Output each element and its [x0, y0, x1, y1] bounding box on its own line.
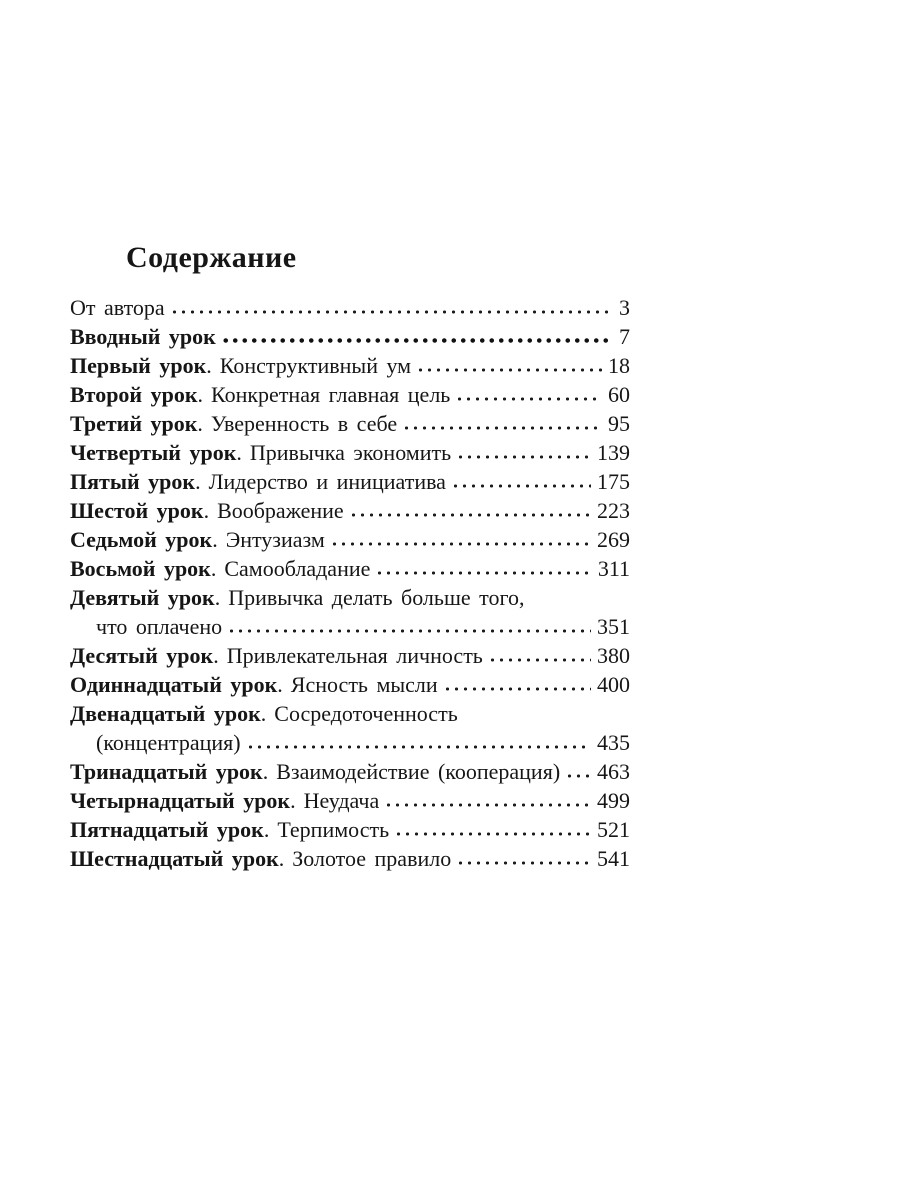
toc-entry: [70, 467, 630, 496]
dot-leader: [443, 686, 591, 692]
entry-title: Самообладание: [224, 556, 371, 581]
entry-title: Золотое правило: [292, 846, 452, 871]
entry-separator: .: [277, 672, 283, 697]
entry-page-number: 463: [597, 759, 630, 784]
entry-separator: .: [195, 469, 201, 494]
toc-entry: [70, 583, 630, 612]
entry-separator: .: [206, 353, 212, 378]
dot-leader: [455, 396, 602, 402]
dot-leader: [246, 744, 591, 750]
toc-entry: [70, 844, 630, 873]
entry-page-number: 3: [619, 295, 630, 320]
entry-separator: .: [260, 701, 267, 726]
entry-label: Пятый урок: [70, 469, 196, 494]
toc-entry: [70, 641, 630, 670]
dot-leader: [349, 512, 591, 518]
toc-entry: [70, 409, 630, 438]
entry-title: Привычка делать больше того,: [228, 585, 525, 610]
toc-content: [70, 241, 630, 873]
entry-label: Восьмой урок: [70, 556, 211, 581]
toc-entry: [70, 699, 630, 728]
entry-title-continuation: (концентрация): [96, 730, 241, 755]
toc-entry: [70, 438, 630, 467]
entry-separator: .: [290, 788, 296, 813]
entry-title: Воображение: [217, 498, 344, 523]
entry-label: Вводный урок: [70, 324, 216, 349]
entry-page-number: 223: [597, 498, 630, 523]
entry-title: Конструктивный ум: [219, 353, 412, 378]
entry-separator: .: [203, 498, 210, 523]
entry-label: Четвертый урок: [70, 440, 237, 465]
dot-leader: [375, 570, 591, 576]
dot-leader: [451, 483, 591, 489]
entry-title: Привычка экономить: [249, 440, 452, 465]
dot-leader: [416, 367, 602, 373]
toc-entry: [70, 380, 630, 409]
toc-entry: [70, 786, 630, 815]
entry-page-number: 521: [597, 817, 630, 842]
dot-leader: [456, 860, 591, 866]
entry-page-number: 175: [597, 469, 630, 494]
entry-label: Третий урок: [70, 411, 198, 436]
entry-separator: .: [197, 382, 204, 407]
entry-label: Девятый урок: [70, 585, 215, 610]
toc-entry-continuation: [70, 728, 630, 757]
entry-page-number: 18: [608, 353, 630, 378]
entry-label: Первый урок: [70, 353, 207, 378]
dot-leader: [227, 628, 591, 634]
entry-separator: .: [236, 440, 242, 465]
entry-label: Шестнадцатый урок: [70, 846, 279, 871]
entry-title: Конкретная главная цель: [211, 382, 451, 407]
entry-label: Шестой урок: [70, 498, 204, 523]
entry-label: Тринадцатый урок: [70, 759, 263, 784]
page-title: Содержание: [126, 241, 297, 274]
entry-label: Десятый урок: [70, 643, 214, 668]
entry-page-number: 380: [597, 643, 630, 668]
entry-separator: .: [212, 527, 218, 552]
toc-entry-continuation: [70, 612, 630, 641]
entry-title: Сосредоточенность: [274, 701, 458, 726]
toc-entry: [70, 496, 630, 525]
entry-separator: .: [278, 846, 285, 871]
entry-title: Терпимость: [277, 817, 390, 842]
entry-page-number: 435: [597, 730, 630, 755]
entry-label: Второй урок: [70, 382, 198, 407]
dot-leader: [488, 657, 591, 663]
toc-entry: [70, 525, 630, 554]
toc-entry: [70, 554, 630, 583]
entry-title: Взаимодействие (кооперация): [276, 759, 561, 784]
entry-title: Энтузиазм: [225, 527, 325, 552]
entry-label: Четырнадцатый урок: [70, 788, 291, 813]
entry-title: Ясность мысли: [290, 672, 438, 697]
dot-leader: [456, 454, 591, 460]
entry-label: Одиннадцатый урок: [70, 672, 278, 697]
entry-separator: .: [213, 643, 219, 668]
entry-separator: .: [210, 556, 217, 581]
toc-entry: [70, 351, 630, 380]
entry-page-number: 311: [597, 556, 630, 581]
toc-entry: [70, 293, 630, 322]
toc-entry: [70, 670, 630, 699]
entry-page-number: 400: [597, 672, 630, 697]
toc-list: [70, 293, 630, 873]
entry-page-number: 139: [597, 440, 630, 465]
entry-separator: .: [263, 817, 270, 842]
dot-leader: [170, 309, 613, 315]
entry-page-number: 269: [597, 527, 630, 552]
entry-title-continuation: что оплачено: [96, 614, 223, 639]
entry-separator: .: [214, 585, 221, 610]
entry-title: Уверенность в себе: [210, 411, 398, 436]
entry-title: Лидерство и инициатива: [208, 469, 446, 494]
dot-leader: [394, 831, 591, 837]
entry-label: От автора: [70, 295, 165, 320]
entry-page-number: 499: [597, 788, 630, 813]
toc-entry: [70, 322, 630, 351]
dot-leader: [384, 802, 591, 808]
dot-leader: [221, 337, 613, 344]
entry-page-number: 95: [608, 411, 630, 436]
entry-separator: .: [262, 759, 269, 784]
toc-entry: [70, 815, 630, 844]
dot-leader: [402, 425, 602, 431]
entry-page-number: 7: [619, 324, 630, 349]
entry-page-number: 541: [597, 846, 630, 871]
entry-label: Двенадцатый урок: [70, 701, 261, 726]
toc-entry: [70, 757, 630, 786]
dot-leader: [565, 773, 591, 779]
entry-page-number: 351: [597, 614, 630, 639]
entry-separator: .: [197, 411, 203, 436]
entry-page-number: 60: [608, 382, 630, 407]
dot-leader: [330, 541, 591, 547]
entry-label: Седьмой урок: [70, 527, 213, 552]
entry-title: Неудача: [303, 788, 380, 813]
entry-label: Пятнадцатый урок: [70, 817, 264, 842]
entry-title: Привлекательная личность: [226, 643, 483, 668]
